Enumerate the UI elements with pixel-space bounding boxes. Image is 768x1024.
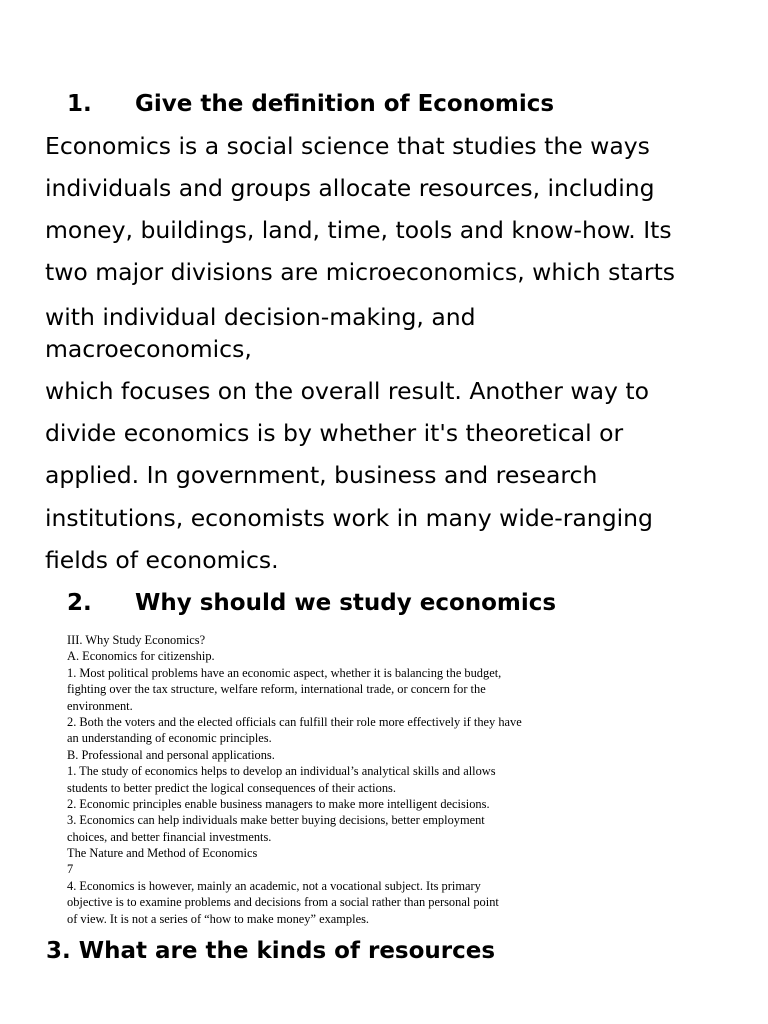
section-1-line: divide economics is by whether it's theoretical or xyxy=(45,419,624,447)
excerpt-line: fighting over the tax structure, welfare reform, international trade, or concern for the xyxy=(67,682,486,697)
section-1-line: institutions, economists work in many wide-ranging xyxy=(45,504,653,532)
excerpt-line: of view. It is not a series of “how to make money” examples. xyxy=(67,911,369,926)
section-1-line: two major divisions are microeconomics, which starts xyxy=(45,258,676,286)
section-1-line: money, buildings, land, time, tools and know-how. Its xyxy=(45,216,672,244)
excerpt-line: students to better predict the logical consequences of their actions. xyxy=(67,780,396,795)
excerpt-line: environment. xyxy=(67,698,133,713)
excerpt-line: 3. Economics can help individuals make better buying decisions, better employment xyxy=(67,813,485,828)
excerpt-line: objective is to examine problems and decisions from a social rather than personal point xyxy=(67,895,499,910)
section-2-number: 2. xyxy=(67,590,92,616)
section-2-heading: Why should we study economics xyxy=(135,590,557,616)
section-1-number: 1. xyxy=(67,91,92,117)
excerpt-line: A. Economics for citizenship. xyxy=(67,649,215,664)
excerpt-line: 7 xyxy=(67,862,74,877)
excerpt-line: choices, and better financial investments. xyxy=(67,829,272,844)
section-1-line: individuals and groups allocate resources, including xyxy=(45,174,655,202)
excerpt-block xyxy=(67,632,522,927)
excerpt-line: 4. Economics is however, mainly an academic, not a vocational subject. Its primary xyxy=(67,878,481,893)
excerpt-line: 2. Both the voters and the elected officials can fulfill their role more effectively if they have xyxy=(67,714,522,729)
excerpt-line: 1. The study of economics helps to develop an individual’s analytical skills and allows xyxy=(67,764,496,779)
section-1-line: which focuses on the overall result. Another way to xyxy=(45,377,649,405)
section-3-heading: 3. What are the kinds of resources xyxy=(46,938,496,964)
excerpt-line: III. Why Study Economics? xyxy=(67,633,206,647)
section-1-line: fields of economics. xyxy=(45,546,279,574)
section-1-line: macroeconomics, xyxy=(45,335,252,363)
excerpt-line: The Nature and Method of Economics xyxy=(67,846,258,861)
excerpt-line: an understanding of economic principles. xyxy=(67,731,272,746)
excerpt-line: 1. Most political problems have an economic aspect, whether it is balancing the budget, xyxy=(67,665,502,680)
section-1-line: Economics is a social science that studies the ways xyxy=(45,132,650,160)
excerpt-line: 2. Economic principles enable business managers to make more intelligent decisions. xyxy=(67,796,490,811)
excerpt-line: B. Professional and personal applications. xyxy=(67,747,275,762)
section-1-line: with individual decision-making, and xyxy=(45,303,476,331)
section-1-heading: Give the definition of Economics xyxy=(135,91,555,117)
section-1-line: applied. In government, business and research xyxy=(45,461,598,489)
